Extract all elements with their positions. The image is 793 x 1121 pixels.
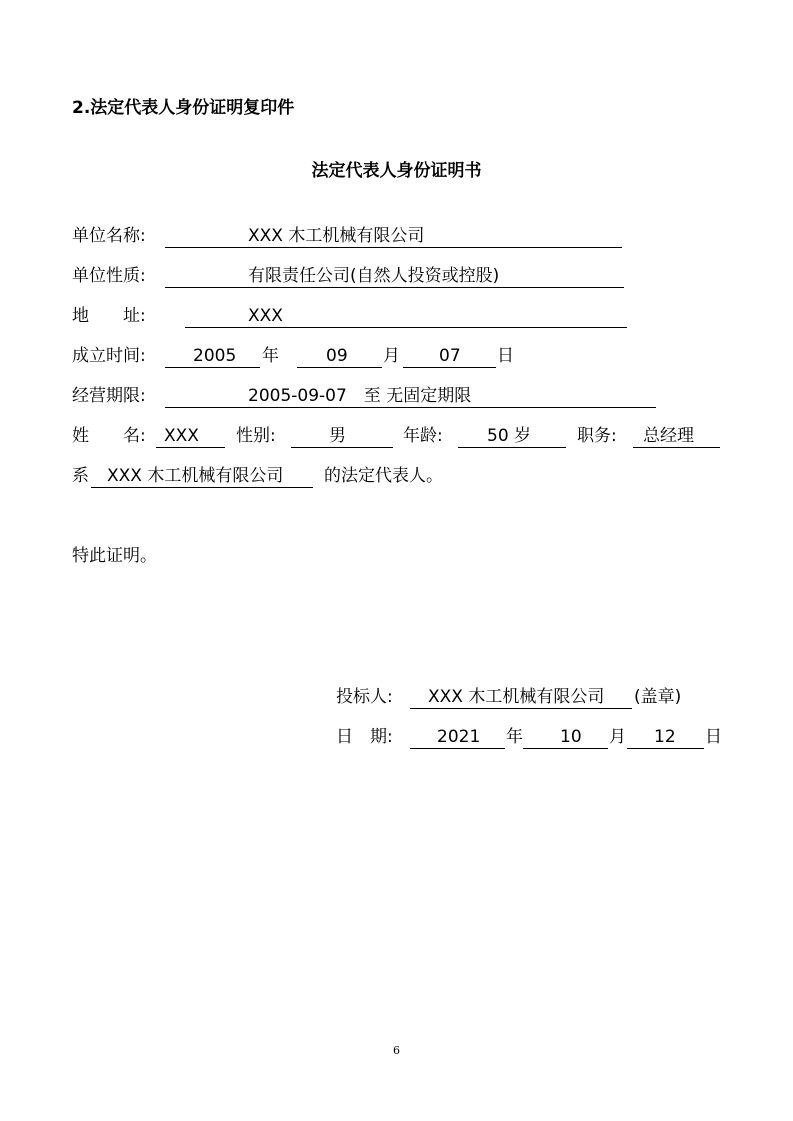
date-year-underline <box>410 726 505 749</box>
nature-value: 有限责任公司(自然人投资或控股) <box>248 266 500 286</box>
founded-month: 09 <box>326 346 348 366</box>
term-underline <box>165 385 656 408</box>
founded-label: 成立时间: <box>72 346 146 366</box>
company-label: 单位名称: <box>72 226 146 246</box>
date-day: 12 <box>654 727 676 747</box>
bidder-value: XXX 木工机械有限公司 <box>428 687 605 707</box>
founded-year: 2005 <box>193 346 237 366</box>
date-day-char: 日 <box>705 727 722 747</box>
name-label: 姓 名: <box>72 426 146 446</box>
bidder-underline <box>410 686 632 709</box>
founded-month-char: 月 <box>383 346 400 366</box>
date-label: 日 期: <box>336 727 393 747</box>
relation-company: XXX 木工机械有限公司 <box>107 466 284 486</box>
nature-label: 单位性质: <box>72 266 146 286</box>
founded-year-underline <box>165 345 260 368</box>
date-month-underline <box>523 726 608 749</box>
date-year-char: 年 <box>506 727 523 747</box>
nature-underline <box>165 265 624 288</box>
page-number: 6 <box>393 1044 400 1057</box>
age-underline <box>458 425 566 448</box>
founded-day-char: 日 <box>497 346 514 366</box>
date-month: 10 <box>560 727 582 747</box>
gender-value: 男 <box>329 426 346 446</box>
address-value: XXX <box>248 306 283 326</box>
position-value: 总经理 <box>643 426 694 446</box>
founded-year-char: 年 <box>262 346 279 366</box>
address-underline <box>185 305 627 328</box>
position-underline <box>633 425 720 448</box>
address-label: 地 址: <box>72 306 146 326</box>
gender-underline <box>291 425 393 448</box>
relation-underline <box>91 465 313 488</box>
term-value: 2005-09-07 至 无固定期限 <box>248 386 472 406</box>
relation-prefix: 系 <box>72 466 89 486</box>
date-month-char: 月 <box>609 727 626 747</box>
name-underline <box>156 425 225 448</box>
bidder-label: 投标人: <box>336 687 393 707</box>
position-label: 职务: <box>577 426 617 446</box>
founded-day: 07 <box>439 346 461 366</box>
founded-day-underline <box>403 345 496 368</box>
company-value: XXX 木工机械有限公司 <box>248 226 425 246</box>
founded-month-underline <box>297 345 382 368</box>
age-value: 50 岁 <box>487 426 532 446</box>
seal-note: (盖章) <box>634 687 682 707</box>
company-underline <box>165 225 622 248</box>
age-label: 年龄: <box>403 426 443 446</box>
relation-suffix: 的法定代表人。 <box>324 466 443 486</box>
term-label: 经营期限: <box>72 386 146 406</box>
document-title: 法定代表人身份证明书 <box>311 161 482 181</box>
gender-label: 性别: <box>236 426 276 446</box>
section-heading: 2.法定代表人身份证明复印件 <box>72 98 295 118</box>
certify-text: 特此证明。 <box>72 546 157 566</box>
date-day-underline <box>627 726 704 749</box>
date-year: 2021 <box>437 727 481 747</box>
name-value: XXX <box>164 426 199 446</box>
